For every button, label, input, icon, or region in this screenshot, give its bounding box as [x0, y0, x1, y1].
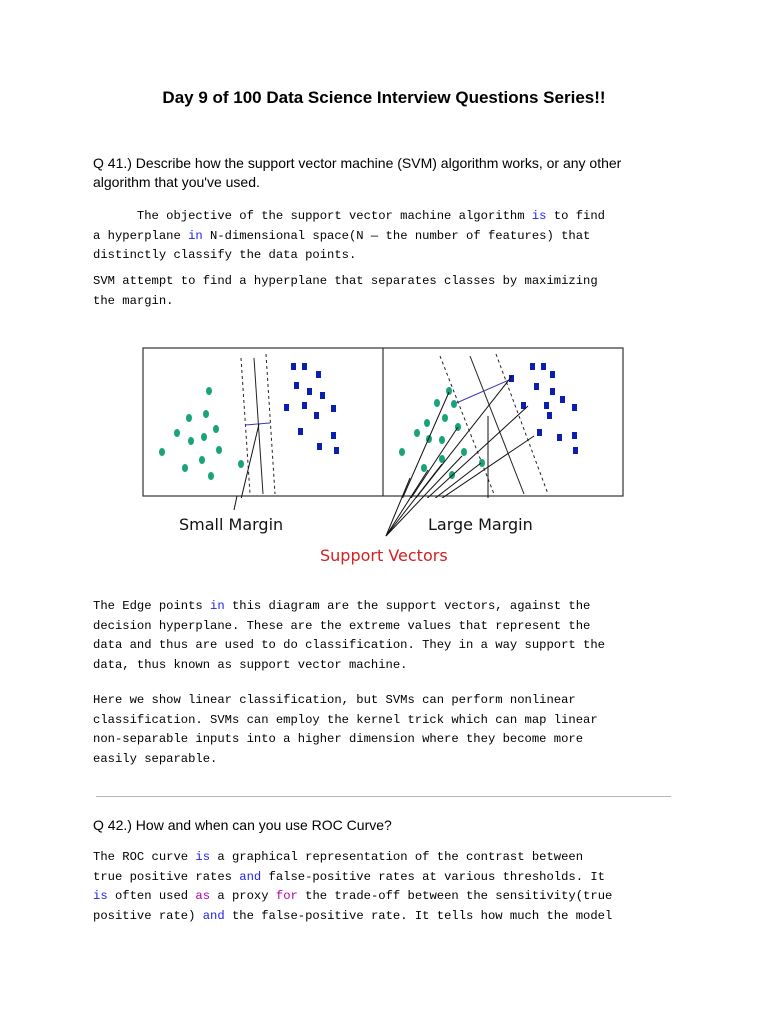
text: Here we show linear classification, but SVMs can perform nonlinear: [93, 693, 576, 707]
text: a proxy: [210, 889, 276, 903]
paragraph-edge-points: [93, 597, 693, 675]
keyword: and: [239, 869, 262, 884]
question-42: [93, 816, 693, 835]
text: false-positive rates at various thresholds. It: [261, 869, 605, 884]
text: classification. SVMs can employ the kernel trick which can map linear: [93, 712, 598, 727]
keyword: and: [202, 908, 225, 923]
text: The objective of the support vector machine algorithm: [93, 209, 532, 223]
text: easily separable.: [93, 751, 218, 766]
question-42-line-1: Q 42.) How and when can you use ROC Curve?: [93, 817, 392, 833]
text: distinctly classify the data points.: [93, 248, 357, 262]
paragraph-svm-objective: [93, 207, 693, 266]
text: positive rate): [93, 908, 203, 923]
text: a hyperplane: [93, 228, 189, 243]
question-41: [93, 154, 693, 192]
question-41-line-1: Q 41.) Describe how the support vector machine (SVM) algorithm works, or any other: [93, 155, 622, 171]
text: a graphical representation of the contrast between: [210, 850, 584, 864]
text: true positive rates: [93, 869, 240, 884]
text: The Edge points: [93, 599, 211, 613]
keyword: is: [195, 850, 211, 864]
text: N-dimensional space(N — the number of features) that: [202, 228, 591, 243]
text: the false-positive rate. It tells how much the model: [224, 908, 613, 923]
text: this diagram are the support vectors, against the: [224, 599, 591, 613]
page-title: Day 9 of 100 Data Science Interview Questions Series!!: [162, 88, 606, 107]
keyword: is: [93, 889, 108, 903]
section-divider: [96, 796, 671, 797]
text: The ROC curve: [93, 850, 196, 864]
question-41-line-2: algorithm that you've used.: [93, 174, 260, 190]
paragraph-svm-margin: [93, 272, 693, 311]
text: data, thus known as support vector machine.: [93, 657, 408, 672]
keyword: in: [210, 599, 225, 613]
text: data and thus are used to do classification. They in a way support the: [93, 638, 605, 652]
keyword: is: [531, 209, 547, 223]
text: the margin.: [93, 293, 174, 308]
caption-small-margin: Small Margin: [179, 515, 284, 534]
text: decision hyperplane. These are the extreme values that represent the: [93, 618, 591, 633]
text: often used: [107, 889, 196, 903]
text: the trade-off between the sensitivity(true: [297, 889, 613, 903]
caption-large-margin: Large Margin: [428, 515, 533, 534]
keyword: for: [275, 889, 298, 903]
text: to find: [546, 209, 605, 223]
caption-support-vectors: Support Vectors: [320, 546, 448, 565]
text: non-separable inputs into a higher dimension where they become more: [93, 732, 584, 746]
text: SVM attempt to find a hyperplane that separates classes by maximizing: [93, 274, 598, 288]
paragraph-roc-curve: [93, 848, 693, 926]
keyword: as: [195, 889, 211, 903]
paragraph-kernel-trick: [93, 691, 693, 769]
keyword: in: [188, 228, 203, 243]
